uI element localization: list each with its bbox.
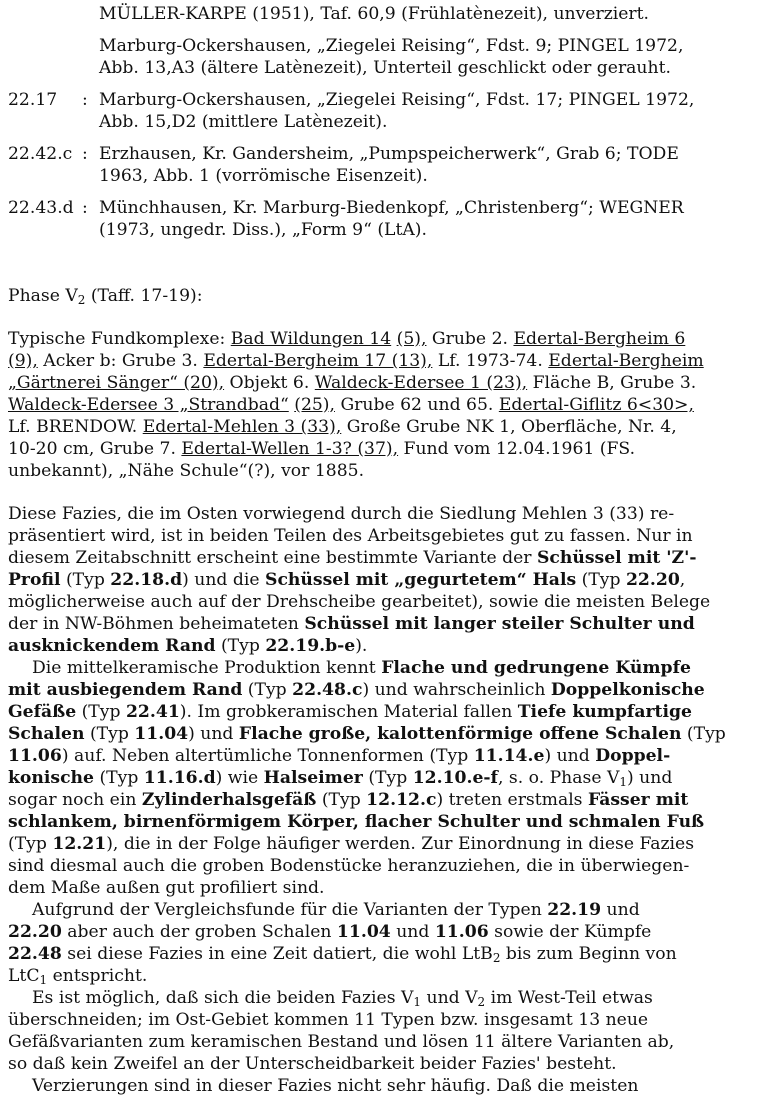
fund-line: „Gärtnerei Sänger“ (20), Objekt 6. Waldeck-Edersee 1 (23), Fläche B, Grube 3. (8, 373, 697, 393)
paragraph-line: mit ausbiegendem Rand (Typ 22.48.c) und wahrscheinlich Doppelkonische (8, 680, 705, 700)
paragraph-line: 22.48 sei diese Fazies in eine Zeit datiert, die wohl LtB$_2$ bis zum Beginn von (8, 944, 677, 965)
site-link: Waldeck-Edersee 3 „Strandbad“ (8, 395, 289, 415)
paragraph-line: Die mittelkeramische Produktion kennt Flache und gedrungene Kümpfe (32, 658, 691, 678)
paragraph-line: möglicherweise auch auf der Drehscheibe gearbeitet), sowie die meisten Belege (8, 592, 711, 612)
paragraph-line: (Typ 12.21), die in der Folge häufiger werden. Zur Einordnung in diese Fazies (8, 834, 695, 854)
paragraph-line: präsentiert wird, ist in beiden Teilen des Arbeitsgebietes gut zu fassen. Nur in (8, 526, 693, 546)
paragraph-line: Gefäße (Typ 22.41). Im grobkeramischen Material fallen Tiefe kumpfartige (8, 702, 692, 722)
paragraph-line: konische (Typ 11.16.d) wie Halseimer (Typ 12.10.e-f, s. o. Phase $V_1$) und (8, 768, 673, 789)
entry-text: Abb. 15,D2 (mittlere Latènezeit). (99, 112, 388, 132)
paragraph-line: 11.06) auf. Neben altertümliche Tonnenformen (Typ 11.14.e) und Doppel- (8, 746, 671, 766)
paragraph-line: 22.20 aber auch der groben Schalen 11.04 und 11.06 sowie der Kümpfe (8, 922, 652, 942)
site-link: Edertal-Bergheim 17 (13), (203, 351, 433, 371)
paragraph-line: Schalen (Typ 11.04) und Flache große, kalottenförmige offene Schalen (Typ (8, 724, 726, 744)
paragraph-line: sogar noch ein Zylinderhalsgefäß (Typ 12.12.c) treten erstmals Fässer mit (8, 790, 689, 810)
entry-text: (1973, ungedr. Diss.), „Form 9“ (LtA). (99, 220, 427, 240)
entry-text: Münchhausen, Kr. Marburg-Biedenkopf, „Christenberg“; WEGNER (99, 198, 684, 218)
entry-text: 1963, Abb. 1 (vorrömische Eisenzeit). (99, 166, 428, 186)
entry-number: 22.17 (8, 90, 58, 110)
paragraph-line: Aufgrund der Vergleichsfunde für die Varianten der Typen 22.19 und (32, 900, 640, 920)
fund-line: (9), Acker b: Grube 3. Edertal-Bergheim 17 (13), Lf. 1973-74. Edertal-Bergheim (8, 351, 704, 371)
paragraph-line: ausknickendem Rand (Typ 22.19.b-e). (8, 636, 368, 656)
fund-line: unbekannt), „Nähe Schule“(?), vor 1885. (8, 461, 365, 481)
entry-colon: : (82, 198, 88, 218)
entry-text: Erzhausen, Kr. Gandersheim, „Pumpspeicherwerk“, Grab 6; TODE (99, 144, 679, 164)
paragraph-line: der in NW-Böhmen beheimateten Schüssel mit langer steiler Schulter und (8, 614, 695, 634)
entry-text: Marburg-Ockershausen, „Ziegelei Reising“, Fdst. 17; PINGEL 1972, (99, 90, 695, 110)
site-link: „Gärtnerei Sänger“ (20), (8, 373, 225, 393)
entry-colon: : (82, 144, 88, 164)
fund-line: Lf. BRENDOW. Edertal-Mehlen 3 (33), Große Grube NK 1, Oberfläche, Nr. 4, (8, 417, 677, 437)
paragraph-line: schlankem, birnenförmigem Körper, flacher Schulter und schmalen Fuß (8, 812, 705, 832)
fund-line: Typische Fundkomplexe: Bad Wildungen 14 (5), Grube 2. Edertal-Bergheim 6 (8, 329, 686, 349)
paragraph-line: Verzierungen sind in dieser Fazies nicht sehr häufig. Daß die meisten (32, 1076, 639, 1096)
fund-line: 10-20 cm, Grube 7. Edertal-Wellen 1-3? (37), Fund vom 12.04.1961 (FS. (8, 439, 636, 459)
fund-line: Waldeck-Edersee 3 „Strandbad“ (25), Grube 62 und 65. Edertal-Giflitz 6<30>, (8, 395, 694, 415)
reference-line: Marburg-Ockershausen, „Ziegelei Reising“, Fdst. 9; PINGEL 1972, (99, 36, 684, 56)
paragraph-line: so daß kein Zweifel an der Unterscheidbarkeit beider Fazies' besteht. (8, 1054, 617, 1074)
paragraph-line: überschneiden; im Ost-Gebiet kommen 11 Typen bzw. insgesamt 13 neue (8, 1010, 649, 1030)
paragraph-line: Es ist möglich, daß sich die beiden Fazies $V_1$ und $V_2$ im West-Teil etwas (32, 988, 653, 1009)
phase-heading: Phase $V_2$ (Taff. 17-19): (8, 286, 203, 307)
paragraph-line: diesem Zeitabschnitt erscheint eine bestimmte Variante der Schüssel mit 'Z'- (8, 548, 697, 568)
entry-number: 22.42.c (8, 144, 73, 164)
paragraph-line: sind diesmal auch die groben Bodenstücke heranzuziehen, die in überwiegen- (8, 856, 690, 876)
paragraph-line: Diese Fazies, die im Osten vorwiegend durch die Siedlung Mehlen 3 (33) re- (8, 504, 675, 524)
entry-colon: : (82, 90, 88, 110)
site-link: Bad Wildungen 14 (230, 329, 392, 349)
entry-number: 22.43.d (8, 198, 74, 218)
paragraph-line: Profil (Typ 22.18.d) und die Schüssel mit „gegurtetem“ Hals (Typ 22.20, (8, 570, 686, 590)
site-link: Edertal-Wellen 1-3? (37), (181, 439, 399, 459)
site-link: Edertal-Bergheim (548, 351, 704, 371)
site-link: Edertal-Mehlen 3 (33), (142, 417, 342, 437)
site-link: Waldeck-Edersee 1 (23), (314, 373, 528, 393)
paragraph-line: LtC$_1$ entspricht. (8, 966, 148, 987)
reference-line: Abb. 13,A3 (ältere Latènezeit), Unterteil geschlickt oder gerauht. (99, 58, 671, 78)
site-link: Edertal-Bergheim 6 (513, 329, 686, 349)
site-link: Edertal-Giflitz 6<30>, (498, 395, 694, 415)
paragraph-line: dem Maße außen gut profiliert sind. (8, 878, 325, 898)
paragraph-line: Gefäßvarianten zum keramischen Bestand und lösen 11 ältere Varianten ab, (8, 1032, 675, 1052)
reference-line: MÜLLER-KARPE (1951), Taf. 60,9 (Frühlatènezeit), unverziert. (99, 4, 649, 24)
